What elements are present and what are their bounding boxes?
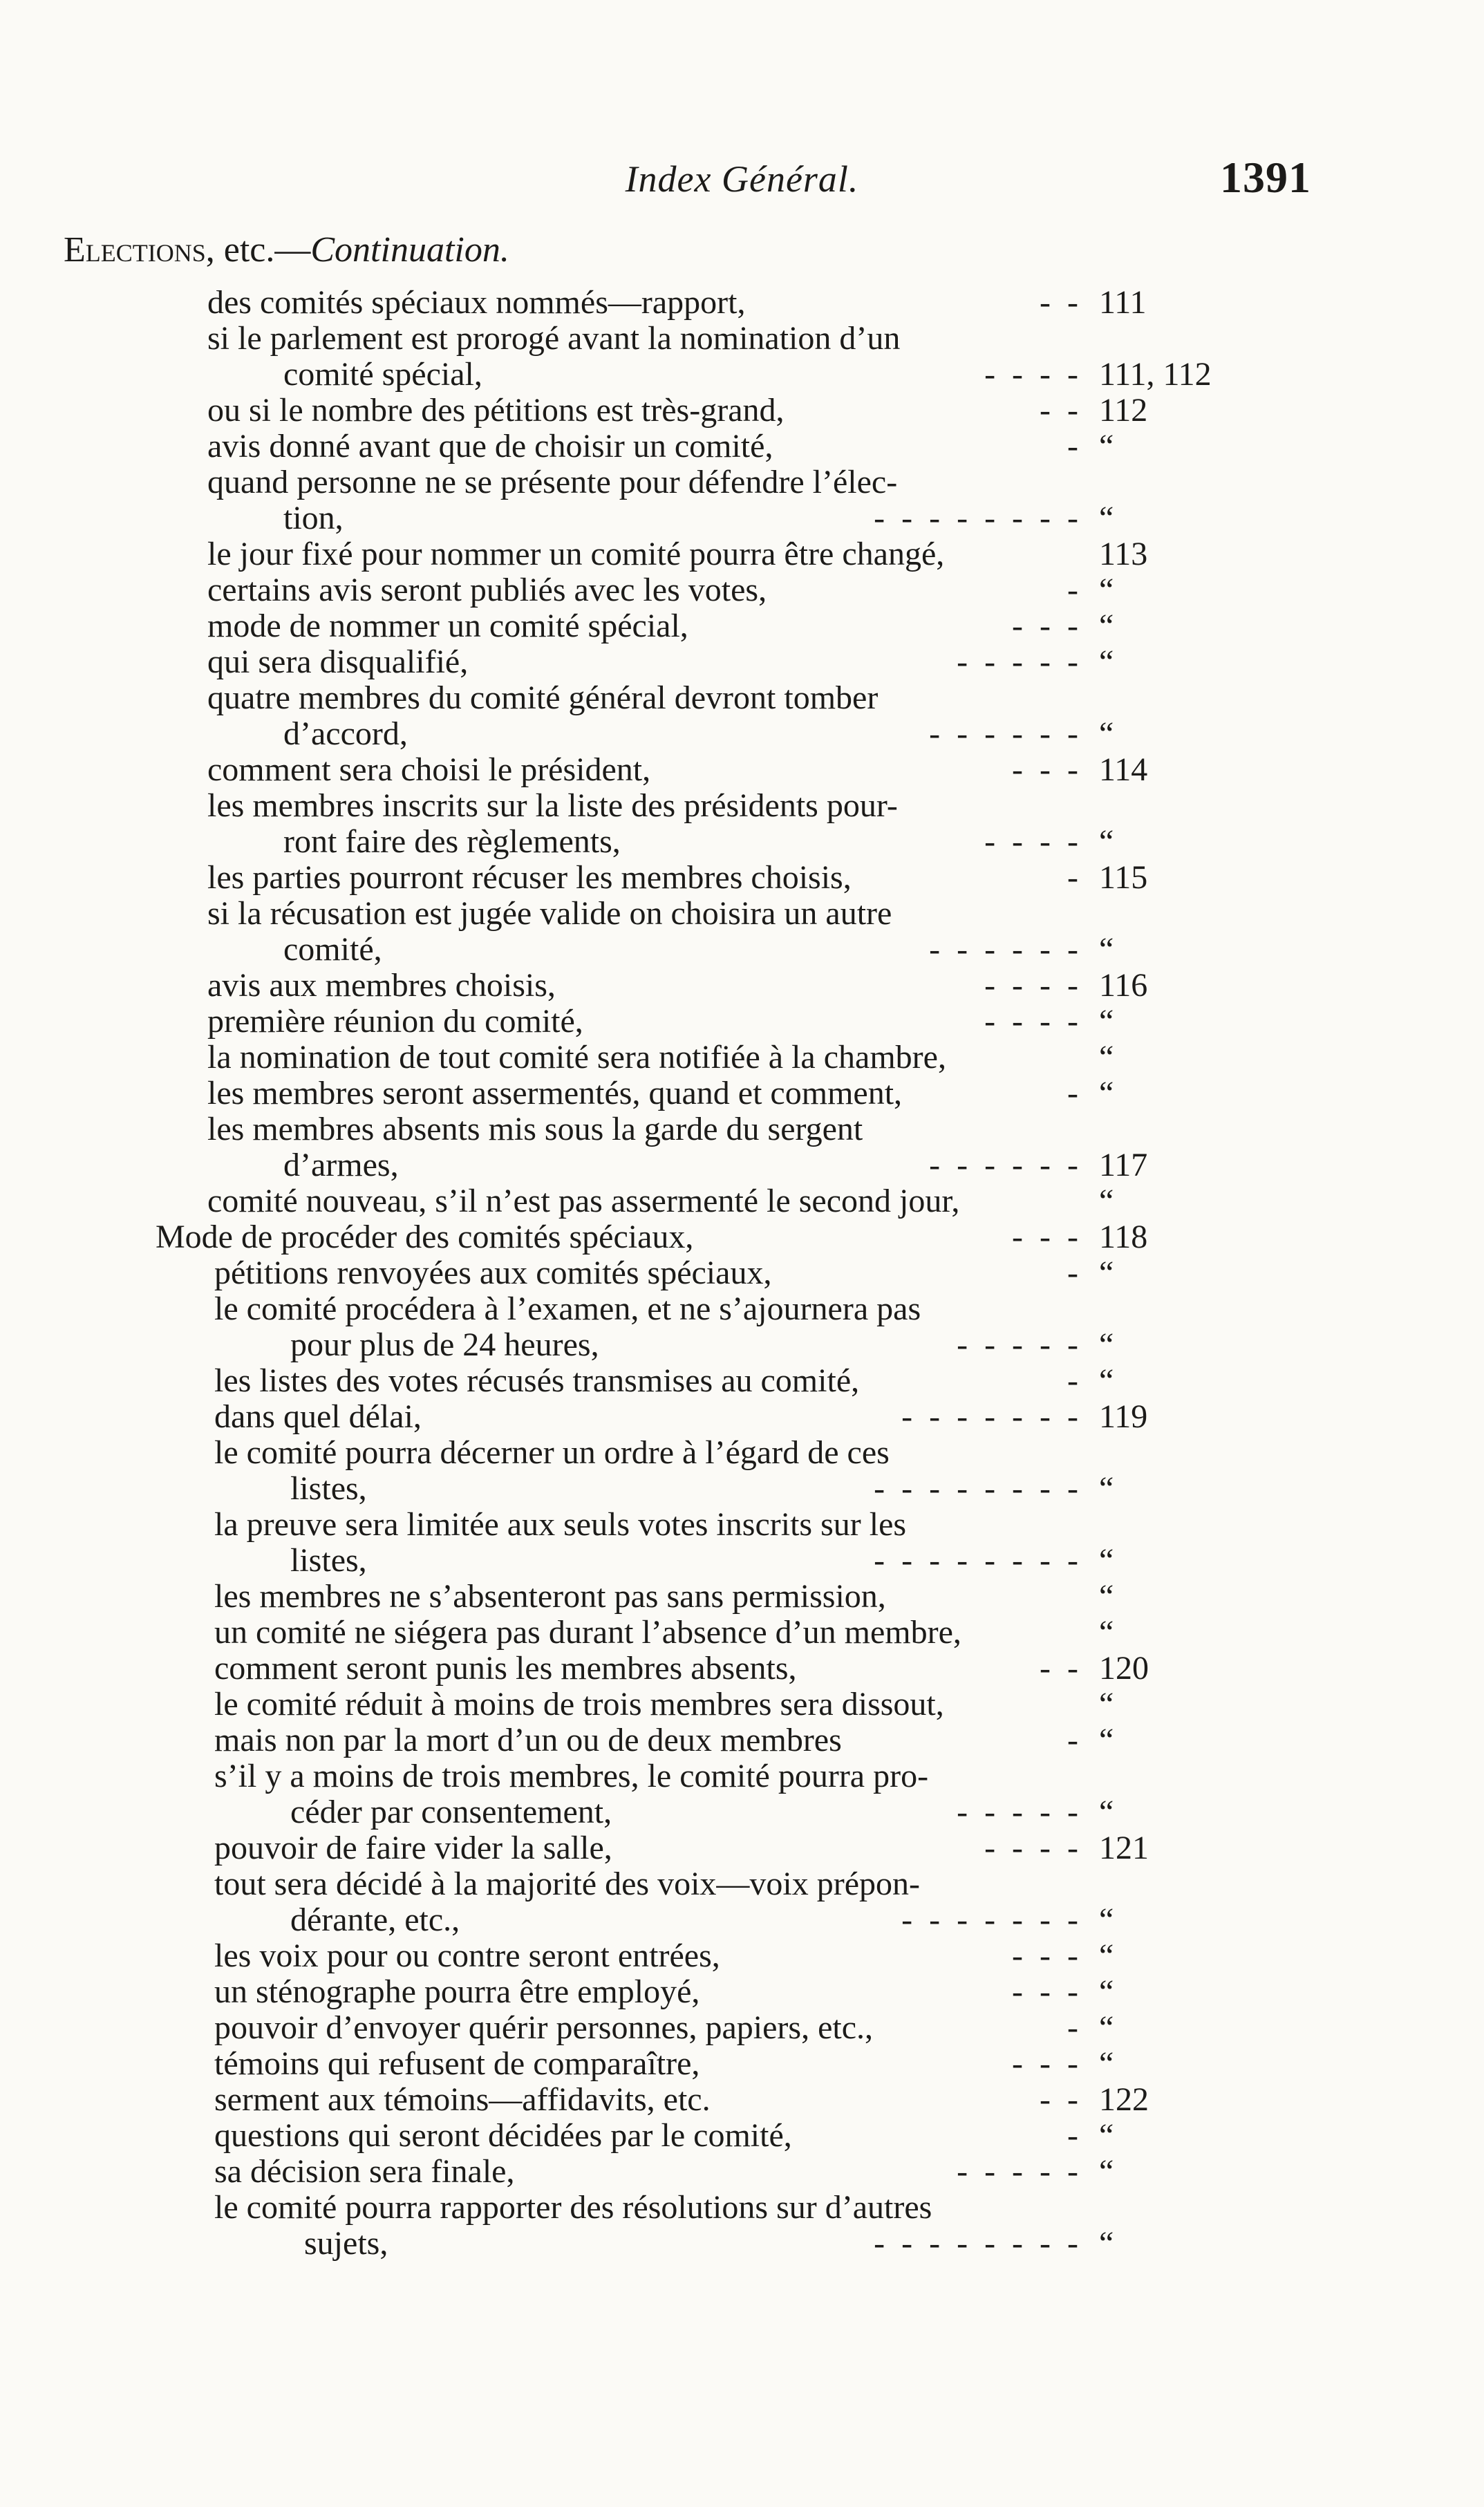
page-reference: “ — [1099, 2153, 1114, 2190]
section-suffix: , etc.— — [205, 230, 311, 270]
dot-leader: - - - - — [984, 1003, 1078, 1040]
page-reference: “ — [1099, 1075, 1114, 1111]
index-line — [207, 283, 1078, 322]
index-line — [290, 1326, 1078, 1364]
entry-text: comment seront punis les membres absents, — [214, 1650, 797, 1687]
entry-text: pour plus de 24 heures, — [290, 1326, 599, 1363]
page-reference: “ — [1099, 1542, 1114, 1579]
dot-leader: - — [1067, 2009, 1078, 2046]
page-reference: “ — [1099, 1722, 1114, 1758]
dot-leader: - - - - - - - - — [874, 2225, 1078, 2262]
dot-leader: - - - - — [984, 967, 1078, 1004]
page-reference: “ — [1099, 2045, 1114, 2082]
entry-text: les listes des votes récusés transmises au comité, — [214, 1362, 860, 1399]
section-continuation: Continuation. — [310, 230, 509, 270]
entry-text: comment sera choisi le président, — [207, 751, 651, 788]
page-reference: “ — [1099, 1902, 1114, 1938]
dot-leader: - - - — [1012, 608, 1078, 644]
index-line — [207, 858, 1078, 897]
dot-leader: - — [1067, 1362, 1078, 1399]
entry-text: première réunion du comité, — [207, 1003, 583, 1040]
index-line — [290, 1470, 1078, 1508]
entry-text: s’il y a moins de trois membres, le comité pourra pro- — [214, 1758, 929, 1794]
index-line — [214, 1937, 1078, 1975]
page-reference: “ — [1099, 1973, 1114, 2010]
index-line — [290, 1901, 1078, 1940]
page-reference: “ — [1099, 1578, 1114, 1615]
index-line — [283, 715, 1078, 753]
dot-leader: - - - - - - - — [901, 1398, 1078, 1435]
page-reference: “ — [1099, 715, 1114, 752]
entry-text: un sténographe pourra être employé, — [214, 1973, 700, 2010]
index-line — [214, 2188, 1078, 2227]
entry-text: Mode de procéder des comités spéciaux, — [156, 1219, 694, 1255]
page-reference: “ — [1099, 1614, 1114, 1651]
dot-leader: - — [1067, 428, 1078, 464]
entry-text: le comité procédera à l’examen, et ne s’ajournera pas — [214, 1290, 921, 1327]
page-reference: 119 — [1099, 1398, 1148, 1435]
page-reference: “ — [1099, 1794, 1114, 1830]
dot-leader: - - - - - - — [929, 931, 1078, 968]
index-line — [207, 751, 1078, 789]
entry-text: pétitions renvoyées aux comités spéciaux, — [214, 1255, 772, 1291]
index-line — [283, 499, 1078, 538]
entry-text: tion, — [283, 500, 344, 536]
index-line — [214, 1685, 1078, 1724]
entry-text: le comité pourra rapporter des résolutions sur d’autres — [214, 2189, 932, 2226]
entry-text: ou si le nombre des pétitions est très-grand, — [207, 392, 785, 429]
index-line — [214, 1829, 1078, 1868]
page-reference: 116 — [1099, 967, 1148, 1004]
index-line — [283, 930, 1078, 969]
entry-text: dans quel délai, — [214, 1398, 422, 1435]
index-line — [214, 1973, 1078, 2011]
dot-leader: - — [1067, 572, 1078, 608]
entry-text: comité nouveau, s’il n’est pas assermenté le second jour, — [207, 1183, 960, 1219]
index-line — [207, 607, 1078, 646]
index-line — [214, 2152, 1078, 2191]
entry-text: quatre membres du comité général devront tomber — [207, 679, 879, 716]
page-reference: “ — [1099, 2117, 1114, 2154]
dot-leader: - - - - - — [957, 2153, 1078, 2190]
dot-leader: - - — [1040, 392, 1078, 429]
entry-text: avis aux membres choisis, — [207, 967, 556, 1004]
index-line — [214, 1362, 1078, 1400]
index-line — [207, 679, 1078, 717]
index-line — [214, 1577, 1078, 1616]
page-reference: “ — [1099, 1255, 1114, 1291]
index-line — [207, 1002, 1078, 1041]
index-line — [290, 1541, 1078, 1580]
dot-leader: - — [1067, 2117, 1078, 2154]
dot-leader: - - - - - - - — [901, 1902, 1078, 1938]
index-line — [207, 463, 1078, 502]
index-line — [214, 1254, 1078, 1293]
page-reference: 121 — [1099, 1830, 1149, 1866]
entry-text: des comités spéciaux nommés—rapport, — [207, 284, 746, 321]
page-reference: 122 — [1099, 2081, 1149, 2118]
index-line — [214, 1505, 1078, 1544]
dot-leader: - - - — [1012, 2045, 1078, 2082]
page-reference: “ — [1099, 1326, 1114, 1363]
entry-text: comité, — [283, 931, 382, 968]
index-line — [214, 1865, 1078, 1904]
entry-text: pouvoir d’envoyer quérir personnes, papiers, etc., — [214, 2009, 874, 2046]
page-reference: “ — [1099, 428, 1114, 464]
page-reference: “ — [1099, 1686, 1114, 1722]
page-reference: “ — [1099, 1003, 1114, 1040]
page-reference: 115 — [1099, 859, 1148, 896]
page-reference: “ — [1099, 1470, 1114, 1507]
entry-text: comité spécial, — [283, 356, 482, 393]
entry-text: le jour fixé pour nommer un comité pourra être changé, — [207, 536, 945, 572]
entry-text: listes, — [290, 1542, 367, 1579]
dot-leader: - - - — [1012, 1219, 1078, 1255]
entry-text: sa décision sera finale, — [214, 2153, 515, 2190]
entry-text: avis donné avant que de choisir un comité, — [207, 428, 773, 464]
page-reference: “ — [1099, 572, 1114, 608]
entry-text: le comité pourra décerner un ordre à l’égard de ces — [214, 1434, 890, 1471]
index-line — [304, 2224, 1078, 2263]
page-reference: 114 — [1099, 751, 1148, 788]
index-line — [207, 966, 1078, 1005]
entry-text: les parties pourront récuser les membres choisis, — [207, 859, 852, 896]
entry-text: un comité ne siégera pas durant l’absence d’un membre, — [214, 1614, 961, 1651]
page-reference: 113 — [1099, 536, 1148, 572]
entry-text: serment aux témoins—affidavits, etc. — [214, 2081, 711, 2118]
entry-text: questions qui seront décidées par le comité, — [214, 2117, 792, 2154]
index-line — [290, 1793, 1078, 1832]
entry-text: certains avis seront publiés avec les votes, — [207, 572, 767, 608]
entry-text: tout sera décidé à la majorité des voix—voix prépon- — [214, 1866, 921, 1902]
entry-text: quand personne ne se présente pour défendre l’élec- — [207, 464, 898, 500]
index-line — [214, 1721, 1078, 1760]
page-reference: 120 — [1099, 1650, 1149, 1687]
dot-leader: - - — [1040, 284, 1078, 321]
entry-text: mode de nommer un comité spécial, — [207, 608, 688, 644]
index-line — [214, 1398, 1078, 1436]
index-line — [214, 1757, 1078, 1796]
index-line — [207, 1038, 1078, 1077]
dot-leader: - - - - — [984, 823, 1078, 860]
index-line — [207, 571, 1078, 610]
entry-text: qui sera disqualifié, — [207, 644, 469, 680]
page-reference: “ — [1099, 644, 1114, 680]
index-line — [214, 2045, 1078, 2083]
dot-leader: - - - - - — [957, 1326, 1078, 1363]
dot-leader: - - - - - - — [929, 1147, 1078, 1183]
page-reference: “ — [1099, 2225, 1114, 2262]
index-line — [214, 2116, 1078, 2155]
entry-text: céder par consentement, — [290, 1794, 612, 1830]
page-reference: 111 — [1099, 284, 1147, 321]
page-reference: “ — [1099, 1362, 1114, 1399]
dot-leader: - - - - - - - - — [874, 1542, 1078, 1579]
entry-text: les membres ne s’absenteront pas sans permission, — [214, 1578, 886, 1615]
dot-leader: - - - — [1012, 751, 1078, 788]
dot-leader: - - - - - — [957, 1794, 1078, 1830]
dot-leader: - - - — [1012, 1973, 1078, 2010]
index-line — [207, 391, 1078, 430]
entry-text: mais non par la mort d’un ou de deux membres — [214, 1722, 842, 1758]
dot-leader: - - — [1040, 2081, 1078, 2118]
index-line — [207, 1182, 1078, 1221]
index-line — [207, 787, 1078, 825]
section-name: Elections — [64, 230, 206, 270]
page-reference: “ — [1099, 1937, 1114, 1974]
index-line — [207, 894, 1078, 933]
dot-leader: - — [1067, 1255, 1078, 1291]
index-line — [214, 1649, 1078, 1688]
index-line — [214, 2081, 1078, 2119]
entry-text: d’accord, — [283, 715, 408, 752]
entry-text: témoins qui refusent de comparaître, — [214, 2045, 700, 2082]
entry-text: sujets, — [304, 2225, 388, 2262]
entry-text: si le parlement est prorogé avant la nomination d’un — [207, 320, 901, 357]
dot-leader: - - - — [1012, 1937, 1078, 1974]
page-reference: 111, 112 — [1099, 356, 1212, 393]
running-header-title: Index Général. — [625, 158, 859, 200]
entry-text: la nomination de tout comité sera notifiée à la chambre, — [207, 1039, 946, 1076]
dot-leader: - - - - - - - - — [874, 1470, 1078, 1507]
page-reference: “ — [1099, 2009, 1114, 2046]
index-line — [207, 319, 1078, 358]
entry-text: d’armes, — [283, 1147, 399, 1183]
dot-leader: - — [1067, 859, 1078, 896]
dot-leader: - - - - - - — [929, 715, 1078, 752]
dot-leader: - - — [1040, 1650, 1078, 1687]
dot-leader: - — [1067, 1722, 1078, 1758]
index-line — [207, 427, 1078, 466]
index-line — [214, 1434, 1078, 1472]
page-reference: 117 — [1099, 1147, 1148, 1183]
index-line — [156, 1218, 1078, 1257]
entry-text: les membres absents mis sous la garde du sergent — [207, 1111, 863, 1147]
index-line — [283, 823, 1078, 861]
entry-text: les voix pour ou contre seront entrées, — [214, 1937, 720, 1974]
entry-text: les membres seront assermentés, quand et comment, — [207, 1075, 903, 1111]
entry-text: listes, — [290, 1470, 367, 1507]
index-line — [207, 643, 1078, 682]
page-reference: “ — [1099, 1183, 1114, 1219]
page-reference: “ — [1099, 823, 1114, 860]
index-line — [214, 1290, 1078, 1328]
dot-leader: - - - - — [984, 356, 1078, 393]
entry-text: la preuve sera limitée aux seuls votes inscrits sur les — [214, 1506, 907, 1543]
page-reference: 112 — [1099, 392, 1148, 429]
index-line — [283, 355, 1078, 394]
page-number: 1391 — [1220, 153, 1311, 202]
entry-text: pouvoir de faire vider la salle, — [214, 1830, 612, 1866]
dot-leader: - — [1067, 1075, 1078, 1111]
dot-leader: - - - - — [984, 1830, 1078, 1866]
page-reference: 118 — [1099, 1219, 1148, 1255]
entry-text: les membres inscrits sur la liste des présidents pour- — [207, 787, 898, 824]
index-line — [207, 1074, 1078, 1113]
index-line — [283, 1146, 1078, 1185]
dot-leader: - - - - - - - - — [874, 500, 1078, 536]
page-reference: “ — [1099, 1039, 1114, 1076]
page-reference: “ — [1099, 500, 1114, 536]
page-reference: “ — [1099, 931, 1114, 968]
index-line — [214, 2009, 1078, 2047]
dot-leader: - - - - - — [957, 644, 1078, 680]
entry-text: le comité réduit à moins de trois membres sera dissout, — [214, 1686, 944, 1722]
index-line — [207, 535, 1078, 574]
index-line — [207, 1110, 1078, 1149]
index-line — [214, 1613, 1078, 1652]
entry-text: dérante, etc., — [290, 1902, 460, 1938]
entry-text: si la récusation est jugée valide on choisira un autre — [207, 895, 892, 932]
page-reference: “ — [1099, 608, 1114, 644]
entry-text: ront faire des règlements, — [283, 823, 621, 860]
